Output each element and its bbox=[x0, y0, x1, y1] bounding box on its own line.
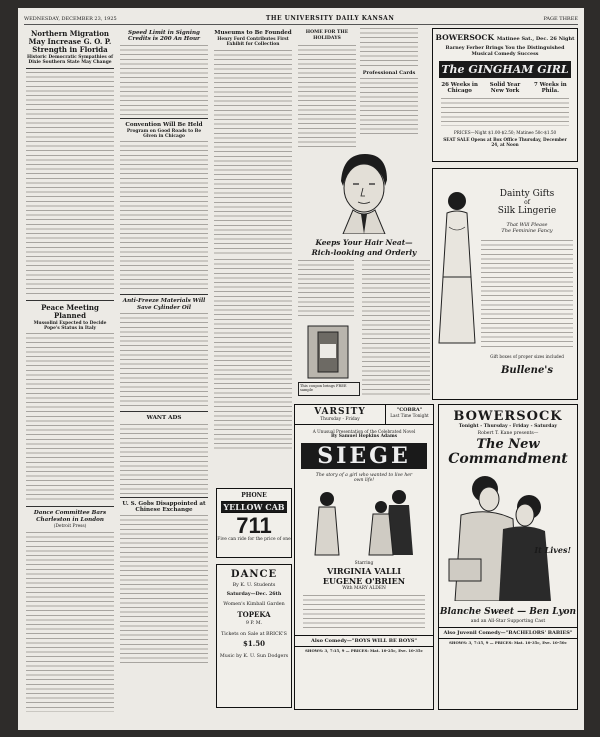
siege-ad bbox=[294, 404, 434, 710]
article-body bbox=[120, 313, 208, 408]
subhead-dance-committee: (Detroit Press) bbox=[53, 524, 87, 530]
hair-headline: Keeps Your Hair Neat— bbox=[315, 238, 413, 247]
dance-date: Saturday—Dec. 26th bbox=[226, 591, 282, 597]
dance-tickets: Tickets on Sale at BRICK'S bbox=[221, 632, 287, 637]
lingerie-ad bbox=[432, 168, 578, 400]
column-1 bbox=[26, 28, 114, 724]
gingham-presenter: Barney Ferber Brings You the Distinguished Musical Comedy Success bbox=[445, 45, 565, 57]
article-body bbox=[26, 333, 114, 503]
woman-figure-illustration bbox=[437, 187, 477, 347]
dance-ad bbox=[216, 564, 292, 708]
gingham-theater bbox=[433, 33, 577, 42]
yellow-cab-ad bbox=[216, 488, 292, 558]
column-4 bbox=[298, 28, 418, 148]
bottle-illustration bbox=[306, 324, 350, 380]
headline-speed-limit: Speed Limit in Signing Credits is 200 An Hour bbox=[128, 30, 200, 43]
siege-shows: SHOWS: 3, 7:15, 9 — PRICES: Mat. 10-25c, Eve. 10-35c bbox=[295, 646, 433, 653]
headline-want-ads: WANT ADS bbox=[146, 415, 182, 422]
coupon-text: This coupon brings FREE sample bbox=[300, 384, 347, 393]
lingerie-tag-2: The Feminine Fancy bbox=[501, 228, 553, 234]
masthead-date: WEDNESDAY, DECEMBER 23, 1925 bbox=[24, 15, 117, 22]
commandment-title-1: The New bbox=[476, 437, 540, 452]
article-body bbox=[214, 50, 292, 255]
masthead-title: THE UNIVERSITY DAILY KANSAN bbox=[265, 15, 395, 22]
professional-cards: Professional Cards bbox=[362, 70, 416, 76]
gingham-ny: Solid Year New York bbox=[489, 82, 521, 94]
dance-place: Women's Kimball Garden bbox=[223, 602, 285, 607]
newspaper-page bbox=[18, 8, 584, 730]
gingham-chicago: 26 Weeks in Chicago bbox=[441, 82, 478, 94]
dance-title: DANCE bbox=[230, 569, 278, 580]
article-body bbox=[298, 45, 356, 148]
commandment-cast: and an All-Star Supporting Cast bbox=[470, 619, 546, 624]
commandment-shows: SHOWS: 3, 7:15, 9 — PRICES: Mat. 10-35c, Eve. 10-50c bbox=[439, 638, 577, 645]
cab-name: YELLOW CAB bbox=[221, 501, 287, 513]
subhead-convention: Program on Good Roads to Be Given in Chicago bbox=[126, 129, 202, 139]
headline-us-gobs: U. S. Gobs Disappointed at Chinese Exchange bbox=[122, 500, 206, 514]
phone-label: PHONE bbox=[241, 492, 267, 499]
gingham-theater-name: BOWERSOCK bbox=[435, 33, 495, 42]
commandment-stars: Blanche Sweet — Ben Lyon bbox=[439, 607, 577, 617]
subhead-northern-migration: Historic Democratic Sympathies of Dixie Southern State May Change bbox=[26, 55, 114, 65]
dance-by: By K. U. Students bbox=[232, 583, 276, 588]
masthead-page: PAGE THREE bbox=[543, 15, 578, 22]
gingham-runs bbox=[437, 82, 573, 94]
classified-body bbox=[360, 78, 418, 138]
commandment-comedy: Also Juvenil Comedy—"BACHELORS' BABIES" bbox=[439, 627, 577, 636]
commandment-presenter: Robert T. Kane presents— bbox=[477, 431, 539, 436]
headline-convention: Convention Will Be Held bbox=[125, 121, 203, 128]
hair-copy bbox=[362, 260, 430, 395]
cab-note: Five can ride for the price of one bbox=[217, 537, 291, 542]
masthead bbox=[24, 13, 578, 25]
cobra-title: "COBRA" bbox=[396, 407, 423, 413]
siege-tagline: The story of a girl who wanted to live her own life! bbox=[315, 473, 413, 483]
subhead-peace-meeting: Mussolini Expected to Decide Pope's Status in Italy bbox=[33, 321, 107, 331]
siege-couple-illustration bbox=[299, 487, 429, 557]
gingham-prices: PRICES—Night $1.00-$2.50; Matinee 50c-$1.50 bbox=[453, 130, 557, 135]
gingham-copy bbox=[441, 98, 569, 126]
siege-with: With MARY ALDEN bbox=[342, 586, 386, 591]
hair-coupon[interactable] bbox=[298, 382, 360, 396]
headline-museums: Museums to Be Founded bbox=[214, 30, 292, 36]
lingerie-line-2: of bbox=[524, 199, 530, 206]
commandment-theater: BOWERSOCK bbox=[453, 409, 563, 424]
siege-comedy: Also Comedy—"BOYS WILL BE BOYS" bbox=[295, 635, 433, 644]
siege-starring: Starring bbox=[354, 561, 374, 566]
headline-anti-freeze: Anti-Freeze Materials Will Save Cylinder Oil bbox=[122, 298, 206, 311]
gingham-phila: 7 Weeks in Phila. bbox=[533, 82, 567, 94]
man-portrait-illustration bbox=[323, 146, 403, 234]
article-body bbox=[214, 259, 292, 449]
lingerie-note: Gift boxes of proper sizes included bbox=[490, 354, 564, 359]
article-body bbox=[120, 45, 208, 115]
headline-dance-committee: Dance Committee Bars Charleston in London bbox=[33, 510, 107, 523]
gingham-seats: SEAT SALE Opens at Box Office Thursday, December 24, at Noon bbox=[443, 137, 567, 147]
article-body bbox=[26, 532, 114, 712]
gingham-when: Matinee Sat., Dec. 26 Night bbox=[496, 36, 575, 42]
headline-northern-migration: Northern Migration May Increase G. O. P. Strength in Florida bbox=[28, 29, 112, 54]
lingerie-line-3: Silk Lingerie bbox=[497, 206, 557, 216]
lingerie-line-1: Dainty Gifts bbox=[499, 189, 555, 199]
article-body bbox=[120, 141, 208, 291]
headline-peace-meeting: Peace Meeting Planned bbox=[41, 303, 99, 321]
gingham-girl-ad bbox=[432, 28, 578, 162]
article-body bbox=[120, 515, 208, 665]
lingerie-price-list bbox=[481, 240, 573, 350]
gingham-title: The GINGHAM GIRL bbox=[439, 61, 571, 78]
siege-presents: A Unusual Presentation of the Celebrated Novel bbox=[312, 429, 416, 434]
siege-title: SIEGE bbox=[301, 443, 427, 469]
dance-music: Music by K. U. Sun Dodgers bbox=[219, 654, 289, 659]
commandment-title-2: Commandment bbox=[448, 451, 568, 467]
new-commandment-ad bbox=[438, 404, 578, 710]
article-body bbox=[26, 72, 114, 297]
dance-city: TOPEKA bbox=[237, 610, 271, 619]
lingerie-tag-1: That Will Please bbox=[506, 222, 548, 228]
siege-copy bbox=[303, 595, 425, 631]
hair-copy bbox=[298, 260, 354, 320]
siege-star-2: EUGENE O'BRIEN bbox=[322, 576, 406, 586]
dance-price: $1.50 bbox=[243, 639, 265, 648]
hair-headline-2: Rich-looking and Orderly bbox=[311, 248, 417, 257]
siege-author: By Samuel Hopkins Adams bbox=[330, 434, 398, 439]
siege-days: Thursday - Friday bbox=[320, 417, 360, 422]
classified-body bbox=[360, 28, 418, 68]
siege-theater: VARSITY bbox=[314, 407, 366, 417]
subhead-museums: Henry Ford Contributes First Exhibit for Collection bbox=[217, 37, 289, 47]
dance-time: 9 P. M. bbox=[245, 621, 263, 626]
siege-star-1: VIRGINIA VALLI bbox=[326, 566, 401, 576]
cab-number: 711 bbox=[236, 513, 272, 538]
hair-tonic-ad bbox=[298, 144, 430, 398]
cobra-note: Last Time Tonight bbox=[390, 413, 429, 418]
commandment-days: Tonight - Thursday - Friday - Saturday bbox=[458, 424, 558, 429]
column-2 bbox=[120, 28, 208, 724]
headline-home: HOME FOR THE HOLIDAYS bbox=[305, 30, 349, 42]
commandment-lives: It Lives! bbox=[534, 545, 571, 555]
commandment-couple-illustration bbox=[441, 469, 575, 601]
lingerie-store: Bullene's bbox=[500, 365, 553, 376]
want-ads-body bbox=[120, 424, 208, 494]
